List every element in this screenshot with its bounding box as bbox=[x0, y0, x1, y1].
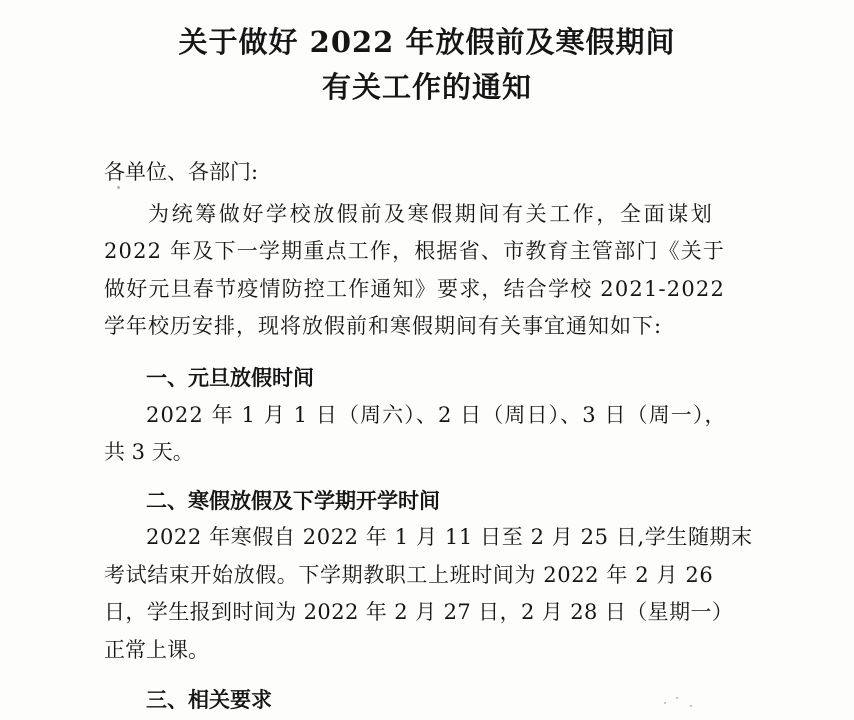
document-title-line-1: 关于做好 2022 年放假前及寒假期间 bbox=[178, 25, 676, 59]
scan-speck bbox=[676, 697, 678, 699]
document-title-line-2: 有关工作的通知 bbox=[321, 70, 532, 104]
scan-speck bbox=[690, 705, 692, 707]
section-heading-2: 二、寒假放假及下学期开学时间 bbox=[146, 488, 440, 513]
section-2-line: 2022 年寒假自 2022 年 1 月 11 日至 2 月 25 日,学生随期末 bbox=[146, 525, 753, 549]
section-heading-3: 三、相关要求 bbox=[146, 687, 272, 712]
salutation: 各单位、各部门: bbox=[104, 160, 259, 184]
section-heading-1: 一、元旦放假时间 bbox=[146, 365, 314, 390]
intro-line: 学年校历安排，现将放假前和寒假期间有关事宜通知如下: bbox=[104, 314, 663, 338]
intro-line: 做好元旦春节疫情防控工作通知》要求，结合学校 2021-2022 bbox=[104, 277, 726, 301]
section-1-line: 共 3 天。 bbox=[104, 440, 194, 464]
scan-speck bbox=[664, 702, 666, 704]
section-2-line: 考试结束开始放假。下学期教职工上班时间为 2022 年 2 月 26 bbox=[104, 563, 714, 587]
scan-speck bbox=[117, 186, 120, 189]
intro-line: 2022 年及下一学期重点工作，根据省、市教育主管部门《关于 bbox=[104, 239, 726, 263]
section-1-line: 2022 年 1 月 1 日（周六）、2 日（周日）、3 日（周一）， bbox=[146, 403, 727, 427]
section-2-line: 日，学生报到时间为 2022 年 2 月 27 日，2 月 28 日（星期一） bbox=[104, 600, 734, 624]
section-2-line: 正常上课。 bbox=[104, 638, 209, 662]
intro-line: 为统筹做好学校放假前及寒假期间有关工作，全面谋划 bbox=[148, 202, 715, 226]
